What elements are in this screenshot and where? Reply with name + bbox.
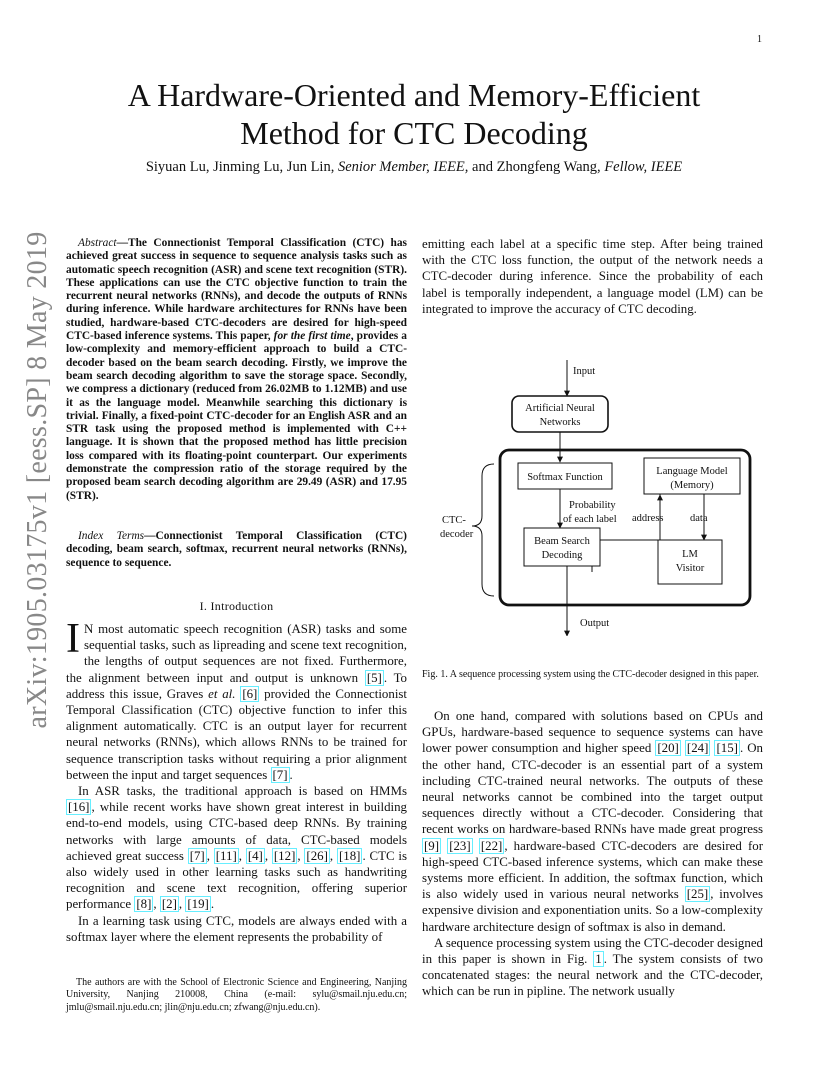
- citation-link[interactable]: [23]: [449, 838, 471, 853]
- lm-label-1: Language Model: [656, 466, 728, 477]
- lmv-label-2: Visitor: [675, 563, 705, 574]
- brace-icon: [472, 464, 494, 596]
- citation-link[interactable]: [25]: [686, 887, 709, 902]
- citation-link[interactable]: [18]: [338, 848, 361, 863]
- intro-paragraph-1: I N most automatic speech recognition (ASR) tasks and some sequential tasks, such as lipreading and scene text recognition, the lengths of output sequences are not fixed. Furthermore, the alignment between input and output is unknown [5] . To address this issue, Graves et al. [6] provided the Connectionist Temporal Classification (CTC) objective function to infer this alignment automatically. CTC is an output layer for recurrent neural networks (RNNs), which allows RNNs to be trained for sequence transcription tasks without requiring a prior alignment between the input and target sequences [7] .: [66, 616, 407, 782]
- citation-link[interactable]: [9]: [424, 838, 440, 853]
- citation-link[interactable]: [19]: [187, 897, 209, 912]
- intro-text: provided the Connectionist Temporal Classification (CTC) objective function to infer this alignment automatically. CTC is an output layer for recurrent neural networks (RNNs), which allows RNNs to be trained for sequence transcription tasks without requiring a prior alignment between the input and target sequences: [66, 686, 407, 782]
- figure-caption: Fig. 1. A sequence processing system using the CTC-decoder designed in this paper.: [422, 669, 759, 680]
- paper-title: [70, 76, 758, 152]
- citation-link[interactable]: [24]: [686, 741, 709, 756]
- right-text: , involves expensive division and exponentiation units. So a low-complexity hardware architecture design of softmax is also in demand.: [422, 887, 763, 934]
- bsd-label-1: Beam Search: [534, 536, 590, 547]
- ctc-label-1: CTC-: [442, 515, 466, 526]
- prob-label-1: Probability: [569, 500, 616, 511]
- bsd-label-2: Decoding: [541, 550, 583, 561]
- ann-label-1: Artificial Neural: [525, 403, 595, 414]
- abstract: [66, 237, 407, 503]
- author-names-2: and Zhongfeng Wang,: [468, 159, 605, 175]
- output-label: Output: [580, 618, 610, 629]
- index-terms: [66, 530, 407, 570]
- right-text: , hardware-based CTC-decoders are desired for high-speed CTC-based inference systems, which can make these systems more efficient. In addition, the softmax function, which is also widely used in various neural networks: [422, 838, 764, 902]
- right-paragraph-continued: emitting each label at a specific time step. After being trained with the CTC loss function, the output of the network needs a CTC-decoder during inference. Since the probability of each label is temporally independent, a language model (LM) can be integrated to improve the accuracy of CTC decoding.: [422, 237, 763, 316]
- author-list: [70, 159, 758, 176]
- softmax-label: Softmax Function: [527, 472, 603, 483]
- author-names-1: Siyuan Lu, Jinming Lu, Jun Lin,: [145, 159, 338, 175]
- drop-cap: I: [66, 616, 80, 662]
- input-label: Input: [573, 366, 596, 377]
- title-line-1: A Hardware-Oriented and Memory-Efficient: [127, 77, 701, 113]
- intro-text: N most automatic speech recognition (ASR) tasks and some sequential tasks, such as lipreading and scene text recognition, the lengths of output sequences are not fixed. Furthermore, the alignment between input and output is unknown: [66, 622, 407, 685]
- right-text: On one hand, compared with solutions based on CPUs and GPUs, hardware-based sequence to sequence systems can have lower power consumption and higher speed: [422, 709, 763, 756]
- citation-link[interactable]: [16]: [68, 800, 90, 815]
- title-line-2: Method for CTC Decoding: [240, 115, 588, 151]
- abstract-emphasis: for the first time: [273, 330, 351, 343]
- citation-link[interactable]: [6]: [242, 686, 258, 701]
- intro-text: . To address this issue, Graves: [66, 670, 407, 701]
- intro-text: . CTC is also widely used in other learning tasks such as handwriting recognition and scene text recognition, offering superior performance: [66, 848, 407, 912]
- index-terms-text: —Connectionist Temporal Classification (CTC) decoding, beam search, softmax, recurrent neural networks (RNNs), sequence to sequence.: [66, 530, 407, 569]
- figure-link[interactable]: 1: [595, 952, 602, 967]
- right-column-body: [422, 708, 763, 1000]
- abstract-text-2: , provides a low-complexity and memory-efficient approach to build a CTC-decoder based on the beam search decoding. Firstly, we improve the beam search decoding algorithm to save the storage space. Secondly, we compress a dictionary (reduced from 26.02MB to 1.12MB) and use it as the language model. Meanwhile searching this dictionary is trivial. Finally, a fixed-point CTC-decoder for an English ASR and an STR task using the proposed method is implemented with C++ language. It is shown that the proposed method has little precision loss compared with its floating-point counterpart. Our experiments demonstrate the compression ratio of the storage required by the proposed beam search decoding algorithm are 29.49 (ASR) and 17.95 (STR).: [66, 330, 407, 502]
- right-text: . On the other hand, CTC-decoder is an essential part of a system including CTC-trained neural networks. The outputs of these neural networks cannot be combined into the target output sequences directly without a CTC-decoder. Considering that recent works on hardware-based RNNs have made great progress: [422, 741, 763, 837]
- intro-text: et al.: [208, 686, 236, 701]
- address-label: address: [632, 513, 664, 524]
- data-label: data: [690, 513, 708, 524]
- section-heading: I. Introduction: [199, 599, 274, 613]
- figure-1-diagram: [422, 356, 763, 636]
- right-column-intro: [422, 236, 763, 317]
- citation-link[interactable]: [7]: [189, 848, 205, 863]
- index-terms-lead: Index Terms: [78, 530, 145, 542]
- ctc-label-2: decoder: [440, 529, 474, 540]
- arxiv-identifier: arXiv:1905.03175v1 [eess.SP] 8 May 2019: [22, 231, 53, 729]
- introduction-body: [66, 616, 407, 945]
- author-role-1: Senior Member, IEEE,: [337, 159, 469, 175]
- citation-link[interactable]: [12]: [273, 848, 296, 863]
- citation-link[interactable]: [26]: [306, 848, 328, 863]
- lmv-label-1: LM: [682, 549, 698, 560]
- right-paragraph-2: [422, 935, 763, 1000]
- abstract-lead: Abstract: [78, 237, 117, 249]
- citation-link[interactable]: [15]: [716, 741, 738, 756]
- intro-paragraph-2: In ASR tasks, the traditional approach is based on HMMs [16] , while recent works have shown great interest in building end-to-end models, using CTC-based deep RNNs. By training networks with large amounts of data, CTC-based models achieved great success [7] , [11] , [4] , [12] , [26] , [18] . CTC is also widely used in other learning tasks such as handwriting recognition and scene text recognition, offering superior performance [8] , [2] , [19] .: [66, 784, 407, 912]
- lm-label-2: (Memory): [670, 480, 714, 491]
- intro-text: In ASR tasks, the traditional approach is based on HMMs: [78, 784, 407, 799]
- right-text: . The system consists of two concatenated stages: the neural network and the CTC-decoder, which can be run in pipline. The network usually: [422, 952, 763, 999]
- citation-link[interactable]: [11]: [215, 848, 237, 863]
- citation-link[interactable]: [5]: [366, 670, 382, 685]
- author-footnote: The authors are with the School of Electronic Science and Engineering, Nanjing University, Nanjing 210008, China (e-mail: sylu@smail.nju.edu.cn; jmlu@smail.nju.edu.cn; jlin@nju.edu.cn; zfwang@nju.edu.cn).: [66, 977, 407, 1013]
- intro-text: , while recent works have shown great interest in building end-to-end models, using CTC-based deep RNNs. By training networks with large amounts of data, CTC-based models achieved great success: [66, 800, 407, 863]
- page-number: 1: [757, 34, 762, 45]
- right-text: A sequence processing system using the CTC-decoder designed in this paper is shown in Fig.: [422, 935, 763, 967]
- citation-link[interactable]: [4]: [247, 848, 263, 863]
- citation-link[interactable]: [20]: [657, 741, 679, 756]
- right-paragraph-1: [422, 708, 763, 935]
- citation-link[interactable]: [7]: [272, 767, 288, 782]
- citation-link[interactable]: [8]: [136, 897, 152, 912]
- citation-link[interactable]: [22]: [480, 838, 503, 853]
- prob-label-2: of each label: [563, 514, 617, 525]
- ann-label-2: Networks: [539, 417, 581, 428]
- abstract-text-1: —The Connectionist Temporal Classification (CTC) has achieved great success in sequence to sequence analysis tasks such as automatic speech recognition (ASR) and scene text recognition (STR). These applications can use the CTC objective function to train the recurrent neural networks (RNNs), and decode the outputs of RNNs during inference. While hardware architectures for RNNs have been studied, hardware-based CTC-decoders are desired for high-speed CTC-based inference systems. This paper,: [66, 237, 407, 343]
- intro-paragraph-3: In a learning task using CTC, models are always ended with a softmax layer where the element represents the probability of: [66, 913, 407, 944]
- citation-link[interactable]: [2]: [161, 897, 177, 912]
- author-role-2: Fellow, IEEE: [604, 159, 683, 175]
- lm-visitor-box: [658, 540, 722, 584]
